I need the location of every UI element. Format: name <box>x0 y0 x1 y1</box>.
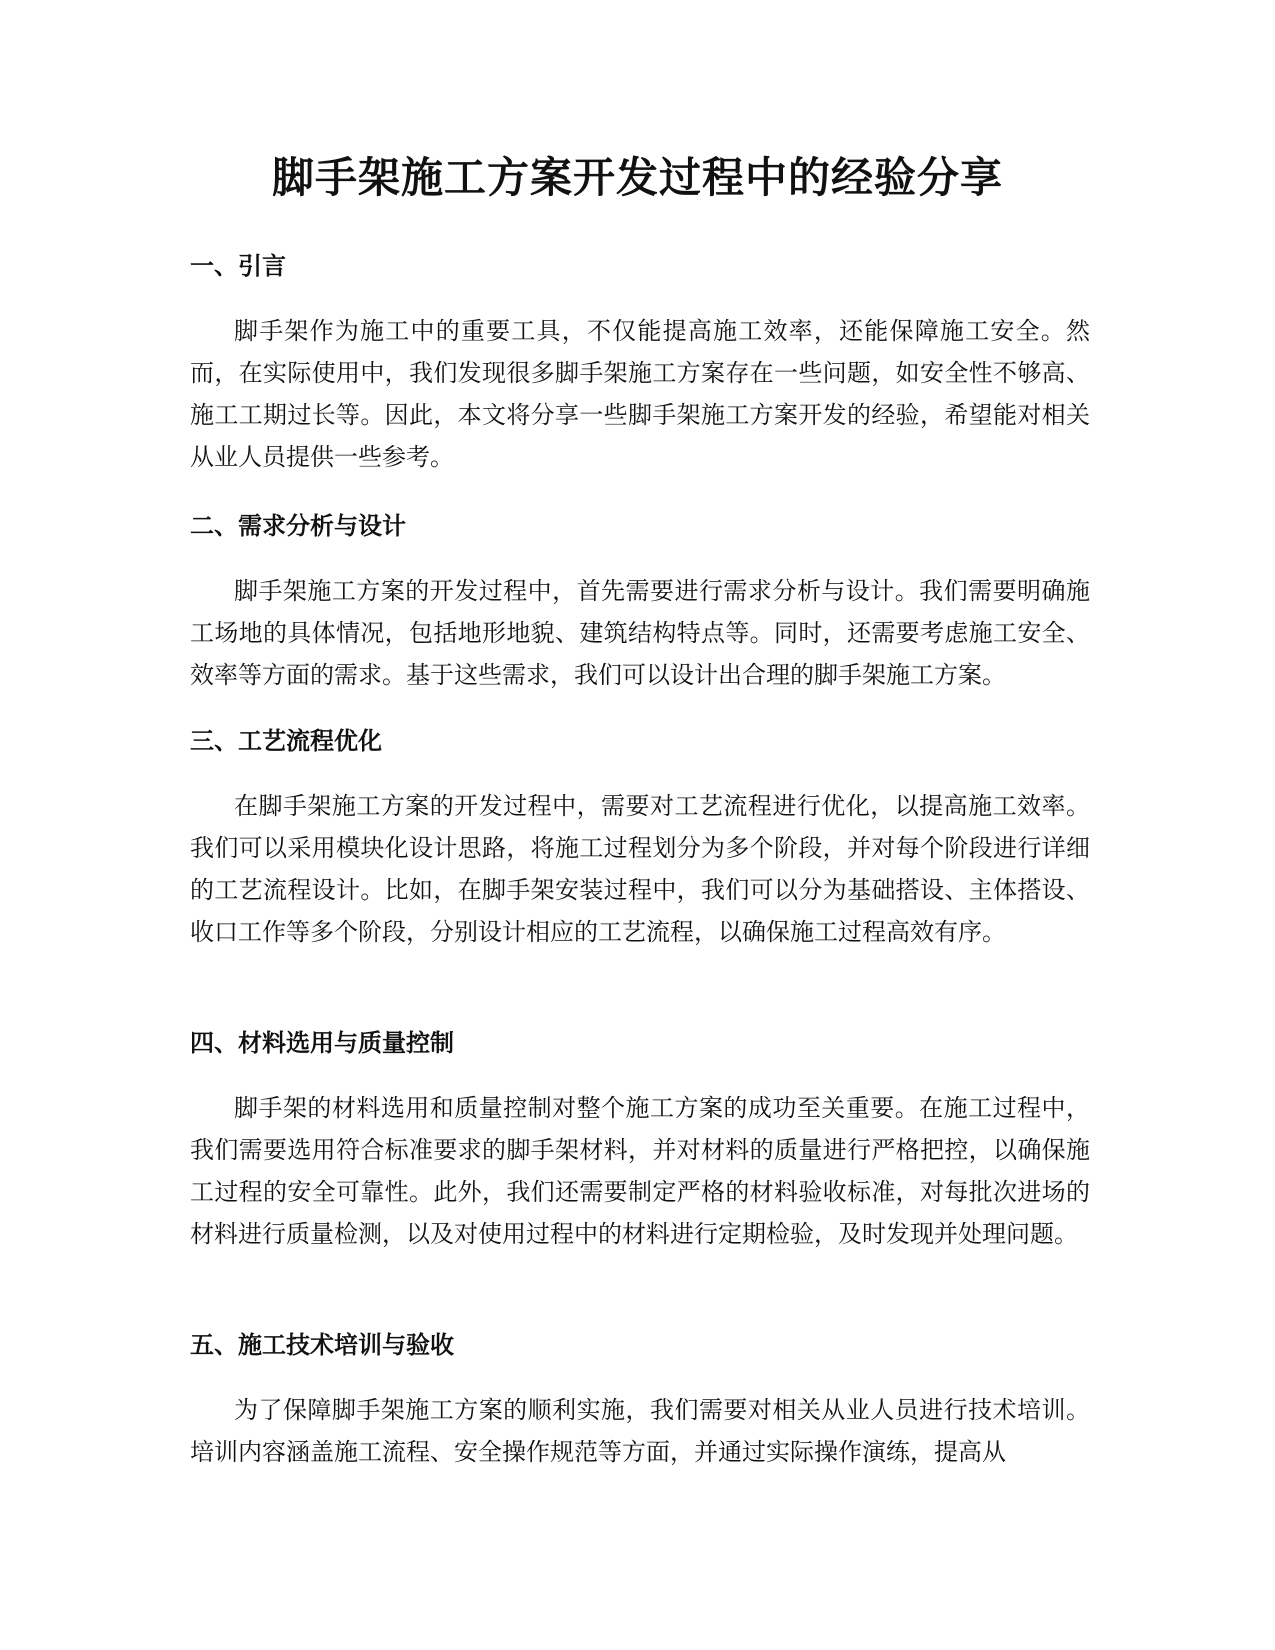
section-heading-process-optimization: 三、工艺流程优化 <box>190 727 382 755</box>
section-heading-introduction: 一、引言 <box>190 252 286 280</box>
section-heading-training-acceptance: 五、施工技术培训与验收 <box>190 1331 454 1359</box>
document-title: 脚手架施工方案开发过程中的经验分享 <box>271 153 1003 202</box>
section-heading-requirements: 二、需求分析与设计 <box>190 512 406 540</box>
section-paragraph-training-acceptance: 为了保障脚手架施工方案的顺利实施，我们需要对相关从业人员进行技术培训。培训内容涵盖施工流程、安全操作规范等方面，并通过实际操作演练，提高从 <box>190 1396 1090 1466</box>
section-paragraph-process-optimization: 在脚手架施工方案的开发过程中，需要对工艺流程进行优化，以提高施工效率。我们可以采用模块化设计思路，将施工过程划分为多个阶段，并对每个阶段进行详细的工艺流程设计。比如，在脚手架安装过程中，我们可以分为基础搭设、主体搭设、收口工作等多个阶段，分别设计相应的工艺流程，以确保施工过程高效有序。 <box>190 792 1090 946</box>
section-paragraph-materials-quality: 脚手架的材料选用和质量控制对整个施工方案的成功至关重要。在施工过程中，我们需要选用符合标准要求的脚手架材料，并对材料的质量进行严格把控，以确保施工过程的安全可靠性。此外，我们还需要制定严格的材料验收标准，对每批次进场的材料进行质量检测，以及对使用过程中的材料进行定期检验，及时发现并处理问题。 <box>190 1094 1090 1248</box>
section-paragraph-introduction: 脚手架作为施工中的重要工具，不仅能提高施工效率，还能保障施工安全。然而，在实际使用中，我们发现很多脚手架施工方案存在一些问题，如安全性不够高、施工工期过长等。因此，本文将分享一些脚手架施工方案开发的经验，希望能对相关从业人员提供一些参考。 <box>190 317 1090 471</box>
section-heading-materials-quality: 四、材料选用与质量控制 <box>190 1029 454 1057</box>
section-paragraph-requirements: 脚手架施工方案的开发过程中，首先需要进行需求分析与设计。我们需要明确施工场地的具体情况，包括地形地貌、建筑结构特点等。同时，还需要考虑施工安全、效率等方面的需求。基于这些需求，我们可以设计出合理的脚手架施工方案。 <box>190 577 1090 689</box>
